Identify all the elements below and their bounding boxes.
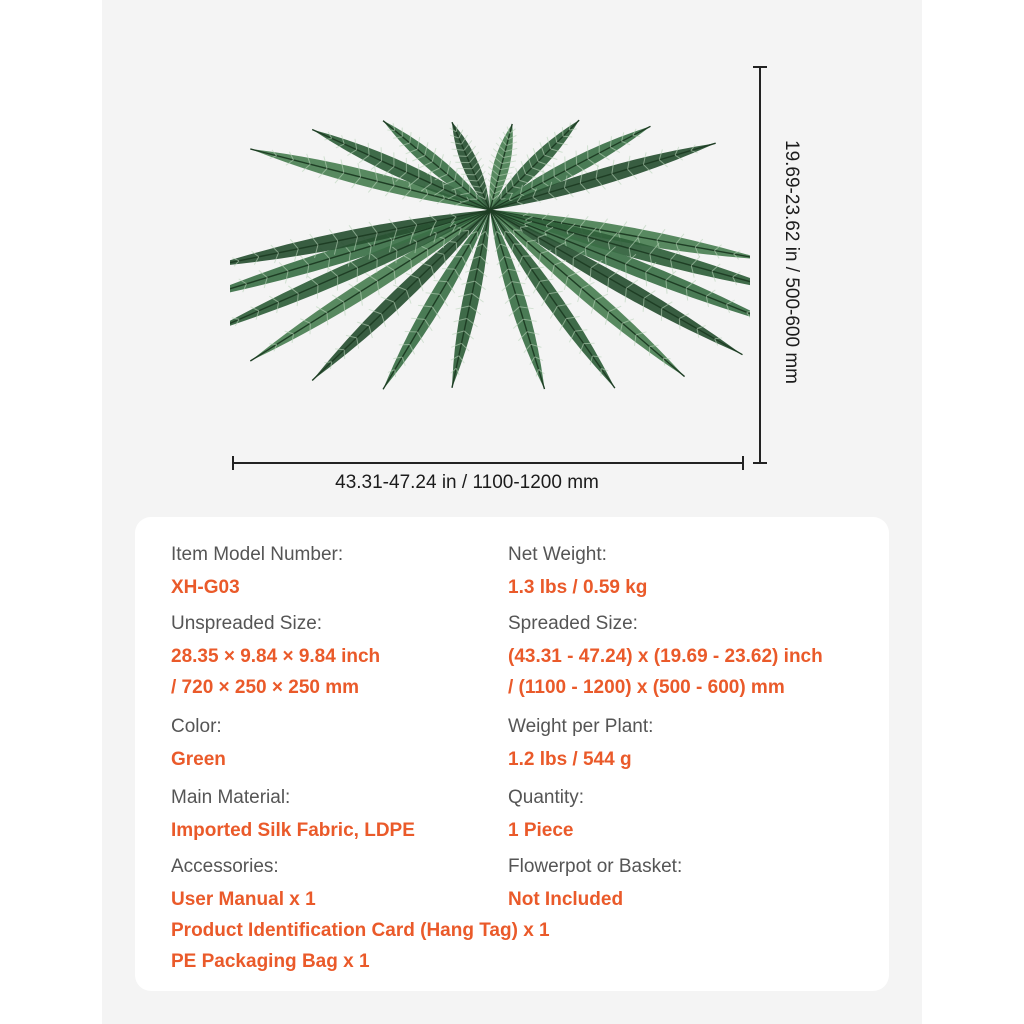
spec-net-weight <box>508 542 647 603</box>
spec-label: Flowerpot or Basket: <box>508 856 683 877</box>
spec-color <box>171 714 226 775</box>
spec-value: 1 Piece <box>508 820 574 841</box>
spec-weight-per-plant <box>508 714 653 775</box>
spec-accessories <box>171 854 550 977</box>
spec-value: 1.3 lbs / 0.59 kg <box>508 577 648 598</box>
spec-value-line2: / 720 × 250 × 250 mm <box>171 677 360 698</box>
spec-label: Weight per Plant: <box>508 716 654 737</box>
spec-label: Main Material: <box>171 787 291 808</box>
spec-value-line1: 28.35 × 9.84 × 9.84 inch <box>171 646 381 667</box>
accessory-item: Product Identification Card (Hang Tag) x 1 <box>171 920 550 941</box>
accessory-item: PE Packaging Bag x 1 <box>171 951 370 972</box>
spec-unspreaded-size <box>171 611 380 703</box>
spec-item-model <box>171 542 343 603</box>
spec-label: Item Model Number: <box>171 544 344 565</box>
spec-label: Unspreaded Size: <box>171 613 323 634</box>
spec-value-line1: (43.31 - 47.24) x (19.69 - 23.62) inch <box>508 646 823 667</box>
width-dimension-label: 43.31-47.24 in / 1100-1200 mm <box>335 472 599 493</box>
spec-label: Color: <box>171 716 222 737</box>
spec-main-material <box>171 785 415 846</box>
spec-value: Imported Silk Fabric, LDPE <box>171 820 415 841</box>
spec-value: Green <box>171 749 226 770</box>
spec-label: Quantity: <box>508 787 585 808</box>
width-dimension-line <box>232 462 744 464</box>
spec-value-line2: / (1100 - 1200) x (500 - 600) mm <box>508 677 785 698</box>
spec-value: XH-G03 <box>171 577 240 598</box>
spec-value: 1.2 lbs / 544 g <box>508 749 632 770</box>
spec-value: Not Included <box>508 889 624 910</box>
accessory-item: User Manual x 1 <box>171 889 316 910</box>
height-dimension-line <box>759 66 761 464</box>
spec-label: Spreaded Size: <box>508 613 638 634</box>
fern-plant-icon <box>230 60 750 460</box>
spec-flowerpot <box>508 854 682 915</box>
spec-spreaded-size <box>508 611 823 703</box>
spec-quantity <box>508 785 584 846</box>
spec-label: Accessories: <box>171 856 279 877</box>
height-dimension-label: 19.69-23.62 in / 500-600 mm <box>781 140 802 384</box>
spec-label: Net Weight: <box>508 544 607 565</box>
